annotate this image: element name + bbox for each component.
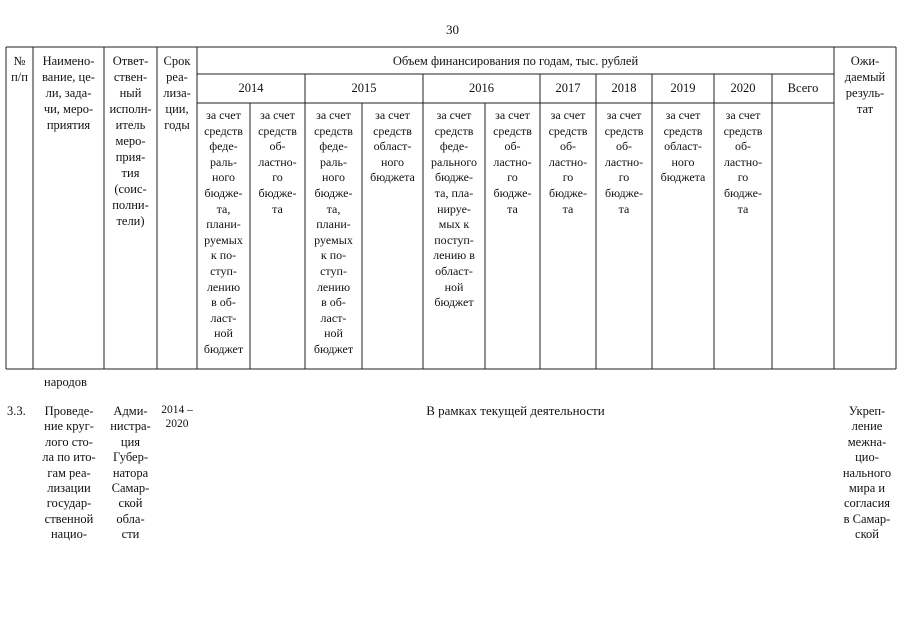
year-2016: 2016 — [469, 81, 494, 95]
header-funding-title: Объем финансирования по годам, тыс. рублей — [392, 54, 639, 68]
sub-2020-regional: за счет средств об- ластно- го бюдже- та — [723, 108, 763, 216]
sub-2016-federal: за счет средств феде- рального бюдже- та, пла- нируе- мых к поступ- лению в област- ной бюджет — [431, 108, 477, 310]
sub-2017-regional: за счет средств об- ластно- го бюдже- та — [548, 108, 588, 216]
sub-2014-federal: за счет средств феде- раль- ного бюдже- та, плани- руемых к по- ступ- лению в об- ласт- ной бюджет — [203, 108, 244, 356]
header-result-column: Ожи- даемый резуль- тат — [844, 54, 886, 116]
year-2014: 2014 — [238, 81, 264, 95]
row-number: 3.3. — [7, 404, 26, 418]
year-2018: 2018 — [611, 81, 637, 95]
year-2017: 2017 — [555, 81, 581, 95]
sub-2015-federal: за счет средств феде- раль- ного бюдже- та, плани- руемых к по- ступ- лению в об- ласт- ной бюджет — [313, 108, 354, 356]
continuation-text: народов — [44, 375, 87, 389]
row-result: Укреп- ление межна- цио- нального мира и согласия в Самар- ской — [842, 404, 892, 542]
row-name: Проведе- ние круг- лого сто- ла по ито- гам реа- лизации государ- ственной нацио- — [42, 404, 96, 542]
year-2019: 2019 — [670, 81, 696, 95]
sub-2016-regional: за счет средств об- ластно- го бюдже- та — [493, 108, 532, 216]
header-total-column: Всего — [787, 81, 819, 95]
header-responsible-column: Ответ- ствен- ный исполн- итель меро- прия- тия (соис- полни- тели) — [109, 54, 152, 228]
sub-2015-regional: за счет средств област- ного бюджета — [370, 108, 415, 185]
sub-2018-regional: за счет средств об- ластно- го бюдже- та — [604, 108, 644, 216]
year-2015: 2015 — [351, 81, 377, 95]
row-term: 2014 – 2020 — [161, 404, 193, 430]
row-responsible: Адми- нистра- ция Губер- натора Самар- ской обла- сти — [110, 404, 151, 542]
year-2020: 2020 — [730, 81, 756, 95]
header-name-column: Наимено- вание, це- ли, зада- чи, меро- приятия — [42, 54, 95, 132]
sub-2014-regional: за счет средств об- ластно- го бюдже- та — [258, 108, 297, 216]
header-number-column: № п/п — [11, 54, 28, 84]
row-funding: В рамках текущей деятельности — [426, 403, 605, 418]
page-number: 30 — [446, 22, 459, 37]
sub-2019-regional: за счет средств област- ного бюджета — [660, 108, 706, 185]
header-term-column: Срок реа- лиза- ции, годы — [163, 54, 191, 132]
